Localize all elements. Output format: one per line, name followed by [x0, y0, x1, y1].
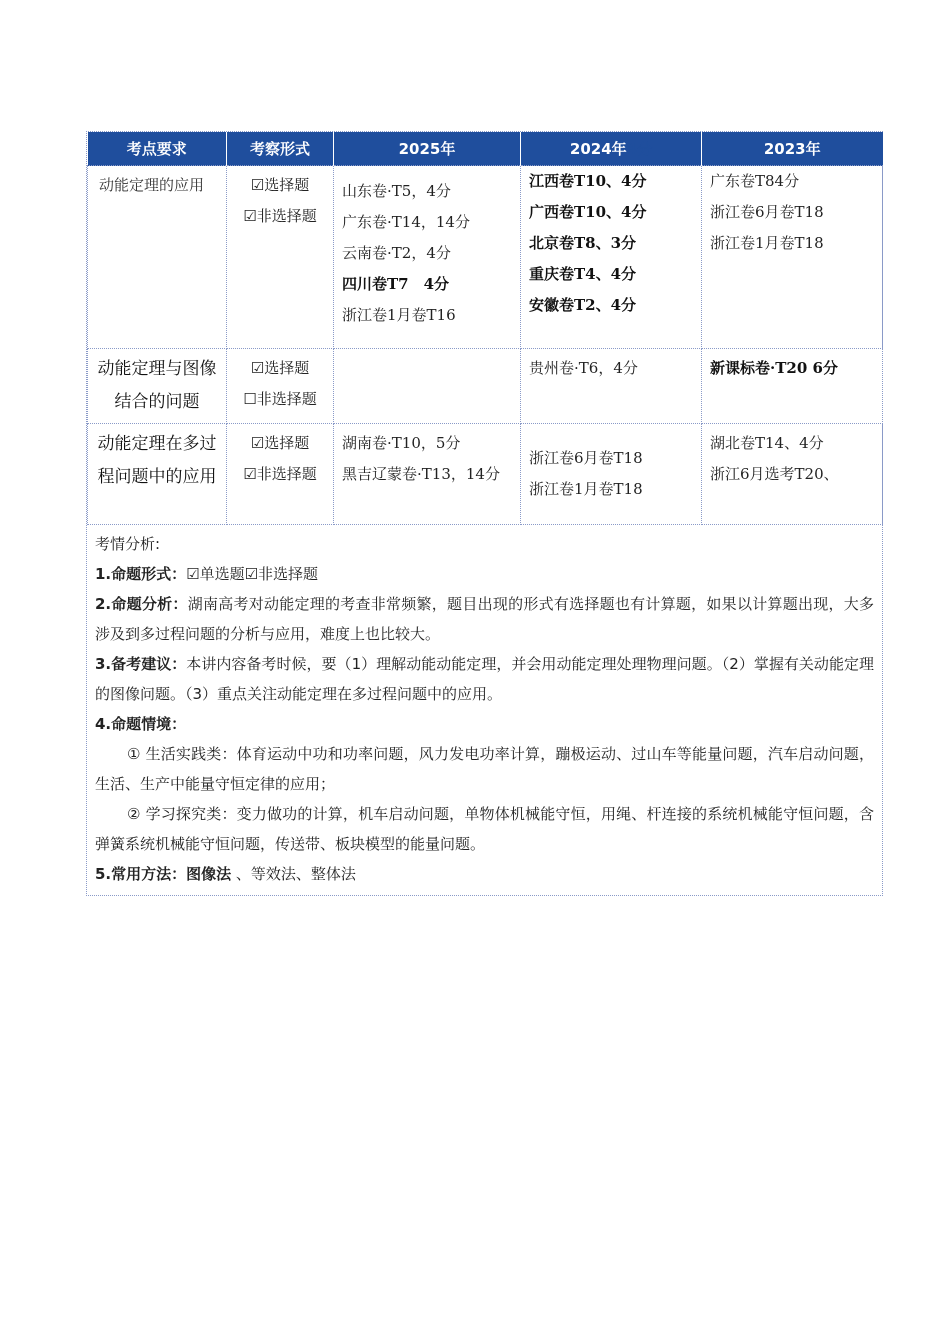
exam-entry: 广东卷T84分 — [710, 172, 800, 190]
analysis-item-advice — [95, 649, 874, 709]
exam-entry: 黑吉辽蒙卷·T13，14分 — [342, 465, 500, 483]
exam-analysis-section — [87, 525, 882, 895]
context-study: ② 学习探究类：变力做功的计算，机车启动问题，单物体机械能守恒，用绳、杆连接的系统机械能守恒问题，含弹簧系统机械能守恒问题，传送带、板块模型的能量问题。 — [95, 805, 874, 853]
form-option: ☑选择题 — [250, 434, 310, 452]
form-option: ☑选择题 — [250, 359, 310, 377]
item-label: 5.常用方法： — [95, 865, 187, 883]
form-cell — [227, 424, 334, 525]
item-label: 3.备考建议： — [95, 655, 187, 673]
table-row — [88, 349, 883, 424]
analysis-item-form — [95, 559, 874, 589]
exam-entry: 浙江卷6月卷T18 — [529, 449, 643, 467]
topic-cell: 动能定理与图像结合的问题 — [88, 349, 227, 424]
exam-entry: 浙江卷1月卷T18 — [710, 234, 824, 252]
item-label: 1.命题形式： — [95, 565, 187, 583]
analysis-item-methods — [95, 859, 874, 889]
form-option: ☑非选择题 — [243, 465, 317, 483]
header-2024: 2024年4分 — [521, 132, 702, 166]
table-header-row — [88, 132, 883, 166]
table-row — [88, 166, 883, 349]
topic-cell: 动能定理的应用 — [88, 166, 227, 349]
item-text: 本讲内容备考时候，要（1）理解动能动能定理，并会用动能定理处理物理问题。（2）掌握有关动能定理的图像问题。（3）重点关注动能定理在多过程问题中的应用。 — [95, 655, 875, 703]
form-cell — [227, 166, 334, 349]
exam-entry: 贵州卷·T6，4分 — [529, 359, 638, 377]
exam-entry: 浙江6月选考T20、 — [710, 465, 839, 483]
item-label: 2.命题分析： — [95, 595, 188, 613]
analysis-item-analysis — [95, 589, 874, 649]
year-2023-cell — [702, 349, 883, 424]
table-row — [88, 424, 883, 525]
exam-entry: 北京卷T8、3分 — [529, 234, 637, 252]
exam-topic-table — [87, 132, 883, 525]
year-2023-cell — [702, 166, 883, 349]
analysis-title: 考情分析: — [95, 535, 161, 553]
header-2025: 2025年 — [334, 132, 521, 166]
year-2024-cell — [521, 349, 702, 424]
exam-entry: 云南卷·T2，4分 — [342, 244, 451, 262]
analysis-item-context — [95, 709, 874, 739]
header-2023: 2023年 — [702, 132, 883, 166]
item-text: 、等效法、整体法 — [231, 865, 356, 883]
exam-entry: 浙江卷6月卷T18 — [710, 203, 824, 221]
method-highlight: 图像法 — [186, 865, 232, 883]
year-2024-cell — [521, 424, 702, 525]
topic-cell: 动能定理在多过程问题中的应用 — [88, 424, 227, 525]
exam-entry: 重庆卷T4、4分 — [529, 265, 637, 283]
year-2024-cell — [521, 166, 702, 349]
exam-entry: 广东卷·T14，14分 — [342, 213, 470, 231]
header-topic: 考点要求 — [88, 132, 227, 166]
item-label: 4.命题情境： — [95, 715, 187, 733]
exam-entry: 浙江卷1月卷T16 — [342, 306, 456, 324]
header-2024-suffix: 4分 — [626, 140, 653, 158]
exam-entry: 湖南卷·T10，5分 — [342, 434, 461, 452]
exam-entry: 浙江卷1月卷T18 — [529, 480, 643, 498]
exam-entry: 广西卷T10、4分 — [529, 203, 647, 221]
context-life: ① 生活实践类：体育运动中功和功率问题，风力发电功率计算，蹦极运动、过山车等能量问题，汽车启动问题，生活、生产中能量守恒定律的应用； — [95, 745, 874, 793]
item-text: ☑单选题☑非选择题 — [186, 565, 319, 583]
form-option: ☑非选择题 — [243, 207, 317, 225]
year-2025-cell — [334, 349, 521, 424]
form-option: ☑选择题 — [250, 176, 310, 194]
item-text: 湖南高考对动能定理的考查非常频繁，题目出现的形式有选择题也有计算题，如果以计算题出现，大多涉及到多过程问题的分析与应用，难度上也比较大。 — [95, 595, 874, 643]
form-option: ☐非选择题 — [243, 390, 317, 408]
exam-entry: 四川卷T7 4分 — [342, 275, 450, 293]
year-2025-cell — [334, 424, 521, 525]
exam-entry: 新课标卷·T20 6分 — [710, 359, 838, 377]
exam-entry: 湖北卷T14、4分 — [710, 434, 824, 452]
exam-entry: 安徽卷T2、4分 — [529, 296, 637, 314]
year-2025-cell — [334, 166, 521, 349]
exam-entry: 山东卷·T5，4分 — [342, 182, 451, 200]
exam-entry: 江西卷T10、4分 — [529, 172, 647, 190]
form-cell — [227, 349, 334, 424]
exam-analysis-sheet — [86, 131, 883, 896]
header-form: 考察形式 — [227, 132, 334, 166]
year-2023-cell — [702, 424, 883, 525]
